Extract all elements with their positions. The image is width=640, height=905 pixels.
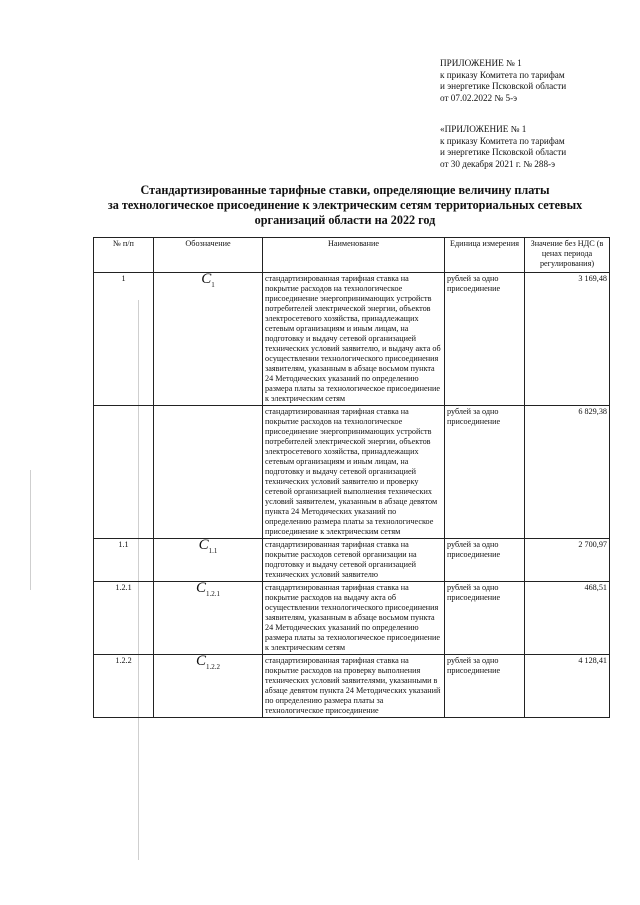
row-num: 1.1 — [94, 539, 154, 582]
symbol-subscript: 1.1 — [208, 547, 218, 555]
symbol-letter: C — [201, 271, 212, 287]
row-name: стандартизированная тарифная ставка на покрытие расходов на технологическое присоединение энергопринимающих устройств потребителей электрической энергии, объектов электросетевого хозяйства, принадлежащих сетевым организациям и иным лицам, на подготовку и выдачу сетевой организацией технических условий заявителю и проверку сетевой организацией выполнения технических условий заявителем, указанным в абзаце девятом пункта 24 Методических указаний по определению размера платы за технологическое присоединение к электрическим сетям — [263, 406, 445, 539]
appendix-line: «ПРИЛОЖЕНИЕ № 1 — [440, 124, 527, 134]
row-name: стандартизированная тарифная ставка на покрытие расходов на технологическое присоединение энергопринимающих устройств потребителей электрической энергии, объектов электросетевого хозяйства, принадлежащих сетевым организациям и иным лицам, на подготовку и выдачу сетевой организацией технических условий заявителю, и выдачу акта об осуществлении технологического присоединения заявителям, указанным в абзаце восьмом пункта 24 Методических указаний по определению размера платы за технологическое присоединение к электрическим сетям — [263, 273, 445, 406]
row-value: 3 169,48 — [525, 273, 610, 406]
scan-artifact-line — [30, 470, 31, 590]
table-row — [94, 273, 610, 406]
header-name: Наименование — [263, 238, 445, 273]
symbol-subscript: 1.2.1 — [206, 590, 220, 598]
row-value: 6 829,38 — [525, 406, 610, 539]
row-value: 2 700,97 — [525, 539, 610, 582]
appendix-line: к приказу Комитета по тарифам — [440, 69, 565, 80]
header-symbol: Обозначение — [154, 238, 263, 273]
appendix-line: от 07.02.2022 № 5-э — [440, 92, 518, 103]
header-unit: Единица измерения — [445, 238, 525, 273]
row-symbol — [154, 655, 263, 718]
row-unit: рублей за одно присоединение — [445, 582, 525, 655]
symbol-letter: C — [195, 580, 206, 596]
appendix-header-current — [440, 58, 566, 104]
row-symbol — [154, 273, 263, 406]
row-name: стандартизированная тарифная ставка на покрытие расходов на проверку выполнения технических условий заявителями, указанными в абзаце девятом пункта 24 Методических указаний по определению размера платы за технологическое присоединение — [263, 655, 445, 718]
appendix-line: и энергетике Псковской области — [440, 147, 567, 157]
row-name: стандартизированная тарифная ставка на покрытие расходов на выдачу акта об осуществлении технологического присоединения заявителям, указанным в абзаце восьмом пункта 24 Методических указаний по определению размера платы за технологическое присоединение к электрическим сетям — [263, 582, 445, 655]
title-line: организаций области на 2022 год — [254, 213, 436, 227]
table-row — [94, 406, 610, 539]
row-num: 1.2.2 — [94, 655, 154, 718]
title-line: Стандартизированные тарифные ставки, определяющие величину платы — [140, 183, 550, 197]
row-name: стандартизированная тарифная ставка на покрытие расходов сетевой организации на подготовку и выдачу сетевой организацией технических условий заявителю — [263, 539, 445, 582]
header-value: Значение без НДС (в ценах периода регулирования) — [525, 238, 610, 273]
row-value: 4 128,41 — [525, 655, 610, 718]
document-title — [90, 183, 600, 228]
row-num: 1 — [94, 273, 154, 406]
row-symbol — [154, 539, 263, 582]
symbol-letter: C — [198, 537, 209, 553]
row-num: 1.2.1 — [94, 582, 154, 655]
row-value: 468,51 — [525, 582, 610, 655]
row-unit: рублей за одно присоединение — [445, 655, 525, 718]
symbol-subscript: 1 — [211, 281, 215, 289]
row-symbol — [154, 582, 263, 655]
symbol-letter: C — [195, 653, 206, 669]
row-unit: рублей за одно присоединение — [445, 406, 525, 539]
row-unit: рублей за одно присоединение — [445, 273, 525, 406]
header-num: № п/п — [94, 238, 154, 273]
tariff-rates-table — [93, 237, 610, 718]
row-unit: рублей за одно присоединение — [445, 539, 525, 582]
row-symbol — [154, 406, 263, 539]
appendix-line: и энергетике Псковской области — [440, 81, 567, 91]
appendix-line: к приказу Комитета по тарифам — [440, 135, 565, 146]
appendix-line: ПРИЛОЖЕНИЕ № 1 — [440, 58, 522, 68]
appendix-header-prior — [440, 124, 566, 170]
appendix-line: от 30 декабря 2021 г. № 288-э — [440, 158, 556, 169]
table-row — [94, 539, 610, 582]
title-line: за технологическое присоединение к электрическим сетям территориальных сетевых — [107, 198, 583, 212]
table-row — [94, 655, 610, 718]
table-row — [94, 582, 610, 655]
row-num — [94, 406, 154, 539]
table-header-row — [94, 238, 610, 273]
symbol-subscript: 1.2.2 — [206, 663, 220, 671]
